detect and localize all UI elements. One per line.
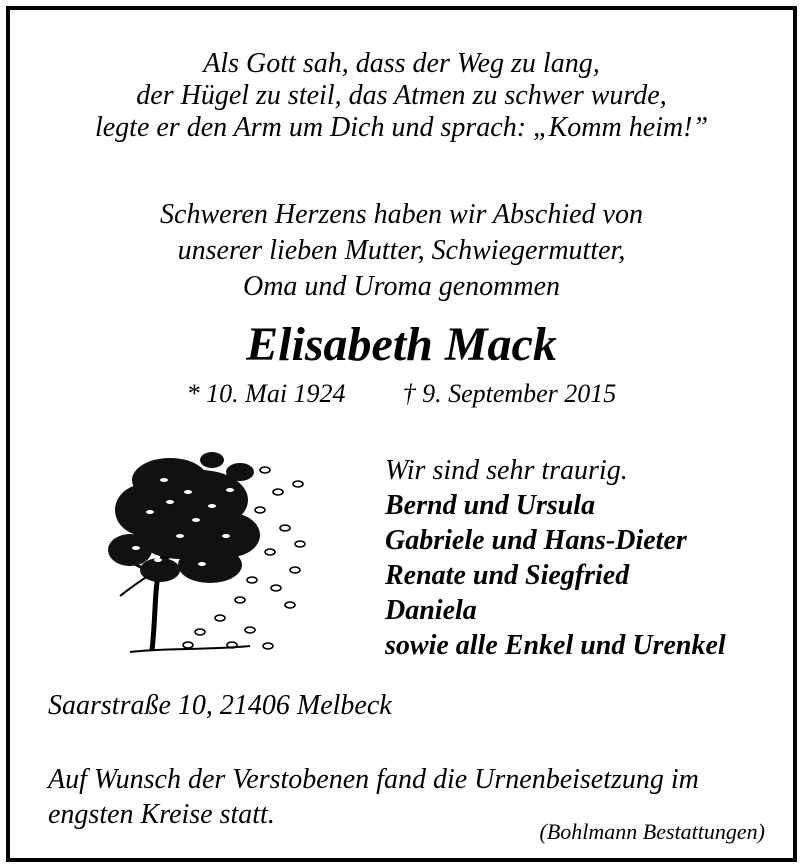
poem-line: legte er den Arm um Dich und sprach: „Komm heim!” bbox=[94, 112, 709, 143]
mourner-name: Daniela bbox=[385, 595, 477, 626]
poem-line: Als Gott sah, dass der Weg zu lang, bbox=[203, 48, 600, 79]
poem bbox=[10, 48, 793, 144]
tree-icon bbox=[100, 440, 310, 662]
mourner-name: Gabriele und Hans-Dieter bbox=[385, 525, 687, 556]
deceased-name: Elisabeth Mack bbox=[246, 318, 557, 371]
funeral-note-line: Auf Wunsch der Verstobenen fand die Urnenbeisetzung im bbox=[48, 764, 699, 795]
mourner-name: Renate und Siegfried bbox=[385, 560, 630, 591]
birth-date: * 10. Mai 1924 bbox=[186, 379, 346, 408]
death-date: † 9. September 2015 bbox=[402, 379, 617, 408]
mourners-block bbox=[385, 453, 726, 663]
intro-text bbox=[10, 197, 793, 305]
poem-line: der Hügel zu steil, das Atmen zu schwer wurde, bbox=[136, 80, 667, 111]
intro-line: Oma und Uroma genommen bbox=[242, 271, 561, 302]
life-dates bbox=[10, 377, 793, 411]
undertaker: (Bohlmann Bestattungen) bbox=[539, 819, 765, 844]
obituary-notice bbox=[6, 6, 797, 862]
mourner-name: Bernd und Ursula bbox=[385, 490, 596, 521]
intro-line: Schweren Herzens haben wir Abschied von bbox=[160, 199, 643, 230]
mourner-name: sowie alle Enkel und Urenkel bbox=[385, 630, 726, 661]
intro-line: unserer lieben Mutter, Schwiegermutter, bbox=[177, 235, 626, 266]
mourners-intro: Wir sind sehr traurig. bbox=[385, 455, 628, 486]
funeral-note-line: engsten Kreise statt. bbox=[48, 799, 275, 830]
address: Saarstraße 10, 21406 Melbeck bbox=[48, 690, 392, 721]
